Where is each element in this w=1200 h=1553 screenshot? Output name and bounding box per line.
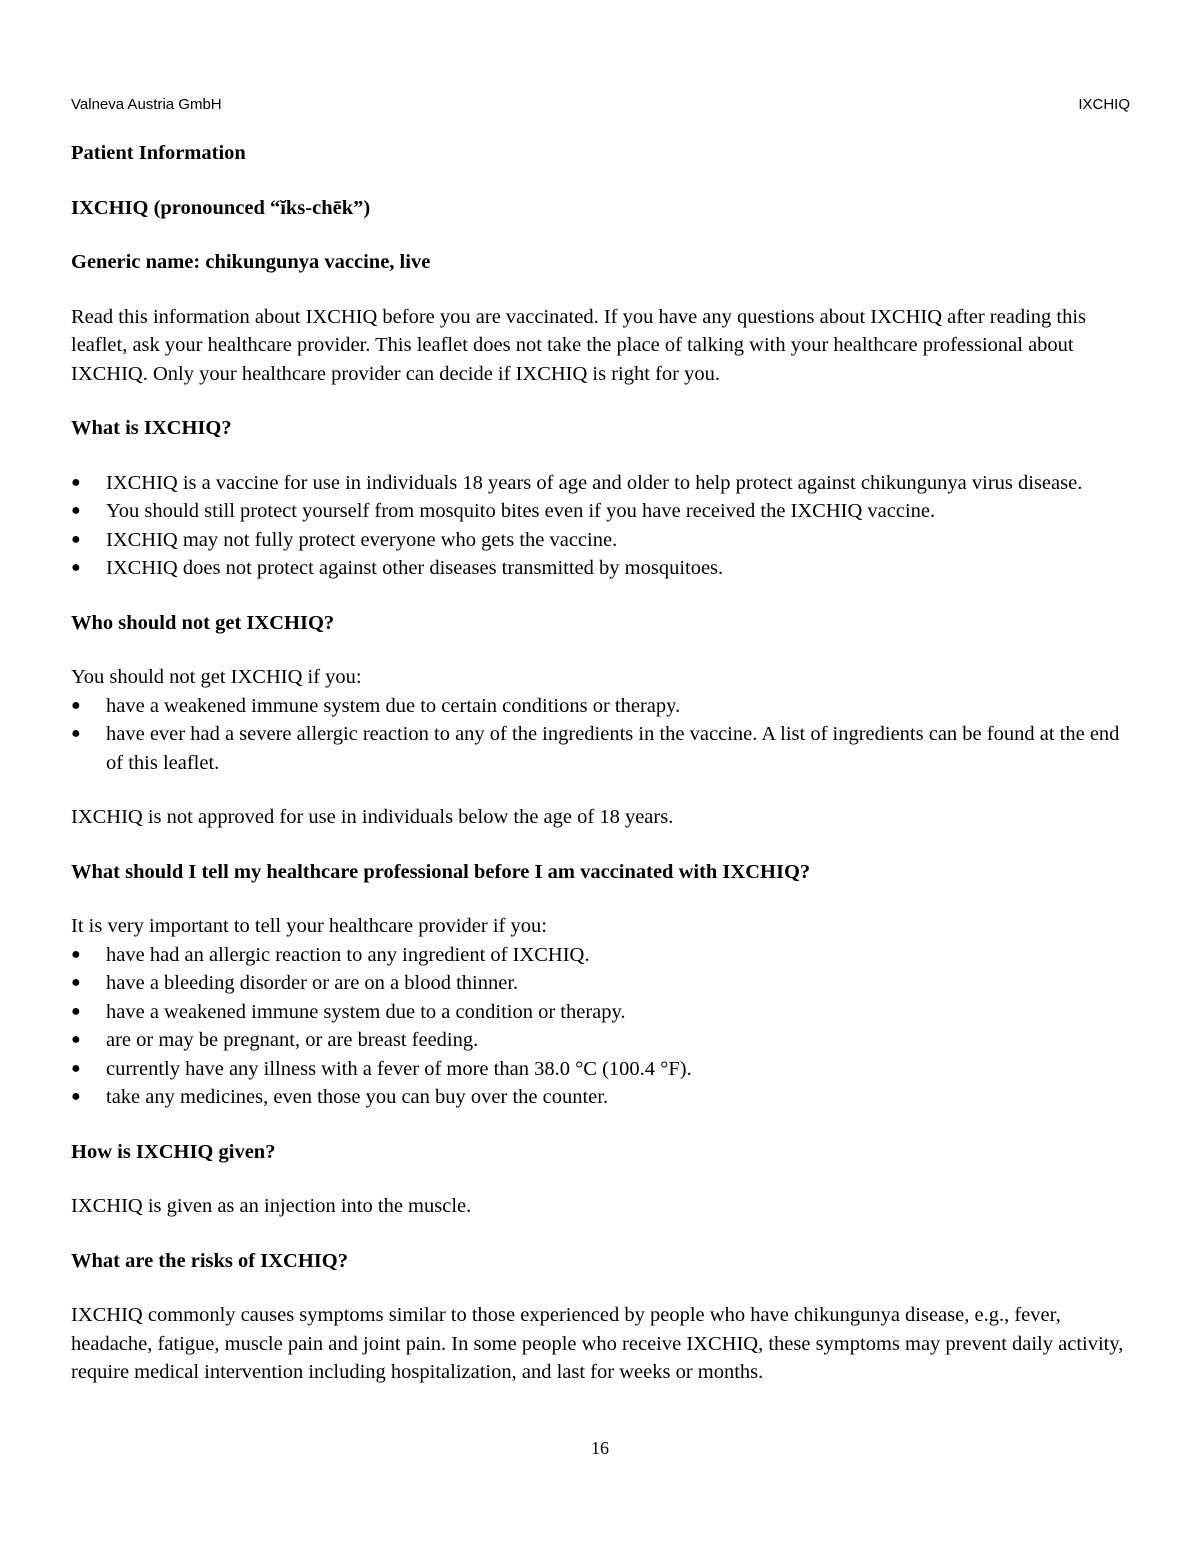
header-company: Valneva Austria GmbH — [71, 96, 222, 113]
list-item — [71, 469, 1133, 498]
bullet-icon: ● — [71, 473, 81, 491]
page-number: 16 — [591, 1438, 609, 1458]
list-item-text: IXCHIQ does not protect against other diseases transmitted by mosquitoes. — [106, 557, 724, 579]
how-text: IXCHIQ is given as an injection into the muscle. — [71, 1195, 472, 1217]
who-not-list — [71, 692, 1133, 778]
list-item — [71, 969, 1133, 998]
section-heading-tell: What should I tell my healthcare professional before I am vaccinated with IXCHIQ? — [71, 860, 811, 883]
generic-name: Generic name: chikungunya vaccine, live — [71, 251, 431, 273]
list-item — [71, 1026, 1133, 1055]
list-item — [71, 941, 1133, 970]
header-product: IXCHIQ — [1078, 96, 1130, 113]
who-not-lead: You should not get IXCHIQ if you: — [71, 666, 362, 688]
list-item-text: have had an allergic reaction to any ingredient of IXCHIQ. — [106, 943, 590, 966]
bullet-icon: ● — [71, 945, 81, 963]
bullet-icon: ● — [71, 559, 81, 576]
list-item — [71, 497, 1133, 526]
bullet-icon: ● — [71, 1059, 81, 1077]
bullet-icon: ● — [71, 725, 81, 742]
age-note: IXCHIQ is not approved for use in individuals below the age of 18 years. — [71, 806, 674, 828]
list-item-text: IXCHIQ is a vaccine for use in individuals 18 years of age and older to help protect against chikungunya virus disease. — [106, 471, 1083, 494]
document-body — [71, 139, 1133, 1387]
list-item-text: take any medicines, even those you can buy over the counter. — [106, 1086, 609, 1108]
page-title: Patient Information — [71, 142, 246, 164]
list-item — [71, 554, 1133, 583]
list-item — [71, 526, 1133, 555]
pronunciation-line: IXCHIQ (pronounced “ĭks-chēk”) — [71, 196, 371, 219]
bullet-icon: ● — [71, 1002, 81, 1020]
list-item-text: are or may be pregnant, or are breast feeding. — [106, 1029, 479, 1051]
list-item — [71, 1083, 1133, 1112]
tell-lead: It is very important to tell your healthcare provider if you: — [71, 915, 547, 937]
bullet-icon: ● — [71, 696, 81, 714]
bullet-icon: ● — [71, 1031, 81, 1048]
list-item — [71, 692, 1133, 721]
tell-list — [71, 941, 1133, 1112]
section-heading-who-not: Who should not get IXCHIQ? — [71, 611, 335, 634]
bullet-icon: ● — [71, 502, 81, 519]
section-heading-how: How is IXCHIQ given? — [71, 1140, 276, 1163]
list-item-text: IXCHIQ may not fully protect everyone who gets the vaccine. — [106, 528, 618, 551]
bullet-icon: ● — [71, 530, 81, 548]
bullet-icon: ● — [71, 974, 81, 991]
list-item-text: have ever had a severe allergic reaction to any of the ingredients in the vaccine. A list of ingredients can be found at the end of this leaflet. — [106, 723, 1120, 774]
section-heading-risks: What are the risks of IXCHIQ? — [71, 1249, 348, 1272]
list-item-text: You should still protect yourself from mosquito bites even if you have received the IXCHIQ vaccine. — [106, 500, 936, 522]
section-heading-what-is: What is IXCHIQ? — [71, 417, 232, 439]
list-item — [71, 1055, 1133, 1084]
list-item-text: currently have any illness with a fever of more than 38.0 °C (100.4 °F). — [106, 1057, 692, 1080]
list-item — [71, 720, 1133, 777]
list-item — [71, 998, 1133, 1027]
what-is-list — [71, 469, 1133, 583]
list-item-text: have a weakened immune system due to a condition or therapy. — [106, 1000, 626, 1023]
bullet-icon: ● — [71, 1088, 81, 1105]
intro-paragraph: Read this information about IXCHIQ before you are vaccinated. If you have any questions about IXCHIQ after reading this leaflet, ask your healthcare provider. This leaflet does not take the place of talking with your healthcare professional about IXCHIQ. Only your healthcare provider can decide if IXCHIQ is right for you. — [71, 305, 1087, 385]
risks-text: IXCHIQ commonly causes symptoms similar to those experienced by people who have chikungunya disease, e.g., fever, headache, fatigue, muscle pain and joint pain. In some people who receive IXCHIQ, these symptoms may prevent daily activity, require medical intervention including hospitalization, and last for weeks or months. — [71, 1304, 1124, 1383]
list-item-text: have a bleeding disorder or are on a blood thinner. — [106, 972, 519, 994]
list-item-text: have a weakened immune system due to certain conditions or therapy. — [106, 694, 681, 717]
